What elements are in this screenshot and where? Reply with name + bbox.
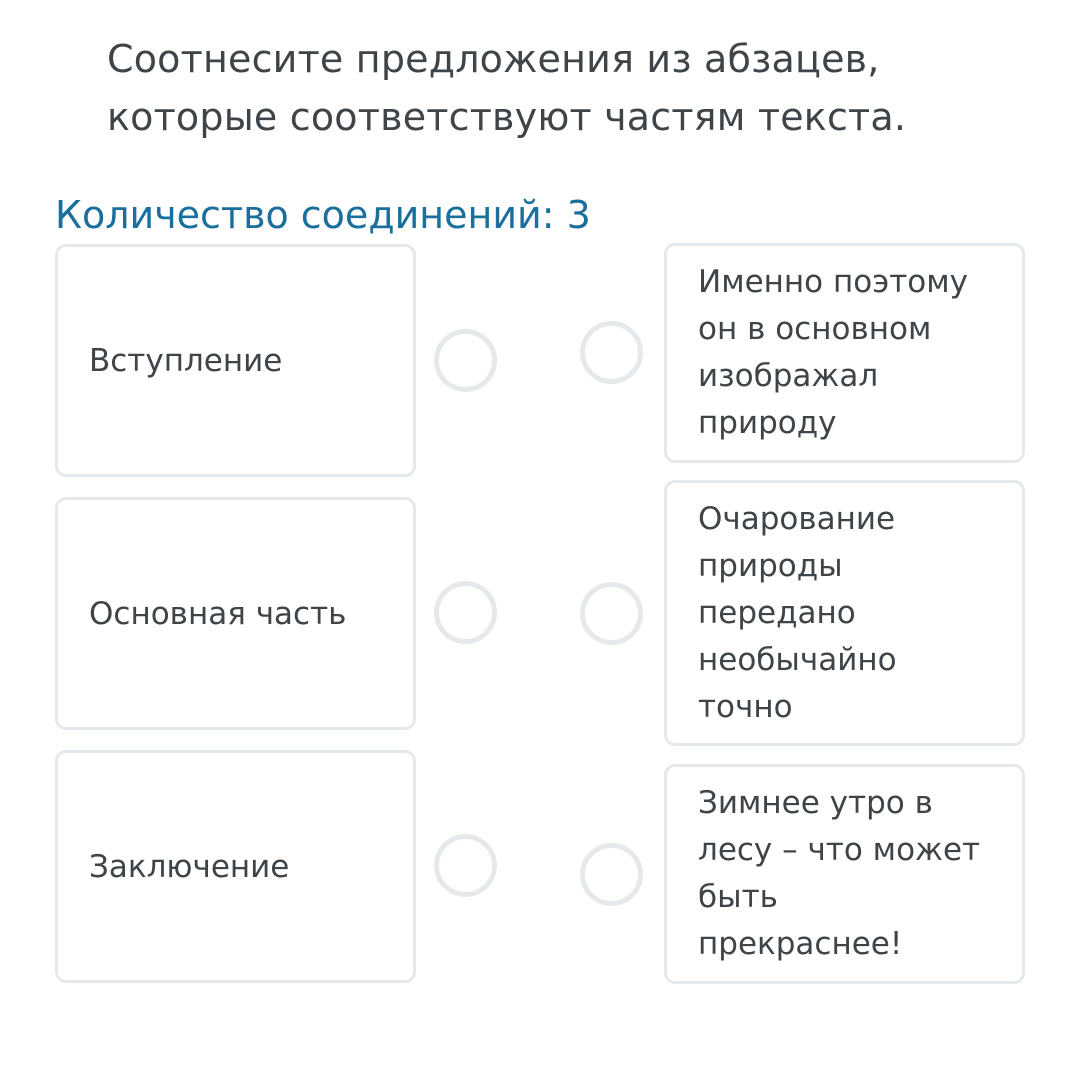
left-option-intro[interactable] (55, 244, 416, 477)
right-connector-1[interactable] (580, 321, 643, 384)
right-connector-3[interactable] (580, 843, 643, 906)
right-option-2[interactable] (664, 480, 1025, 746)
right-option-label: Зимнее утро в лесу – что может быть прекраснее! (698, 785, 981, 962)
left-connector-conclusion[interactable] (434, 834, 497, 897)
right-connector-2[interactable] (580, 582, 643, 645)
left-connector-main-part[interactable] (434, 581, 497, 644)
right-option-label: Очарование природы передано необычайно точно (698, 500, 897, 725)
connections-count: Количество соединений: 3 (55, 193, 591, 237)
left-connector-intro[interactable] (434, 329, 497, 392)
right-option-1[interactable] (664, 243, 1025, 463)
left-option-label: Основная часть (89, 595, 347, 632)
right-option-label: Именно поэтому он в основном изображал природу (698, 264, 969, 441)
left-option-conclusion[interactable] (55, 750, 416, 983)
left-option-label: Вступление (89, 342, 283, 379)
right-option-3[interactable] (664, 764, 1025, 984)
task-instruction: Соотнесите предложения из абзацев, которые соответствуют частям текста. (107, 37, 907, 139)
left-option-label: Заключение (89, 848, 290, 885)
left-option-main-part[interactable] (55, 497, 416, 730)
